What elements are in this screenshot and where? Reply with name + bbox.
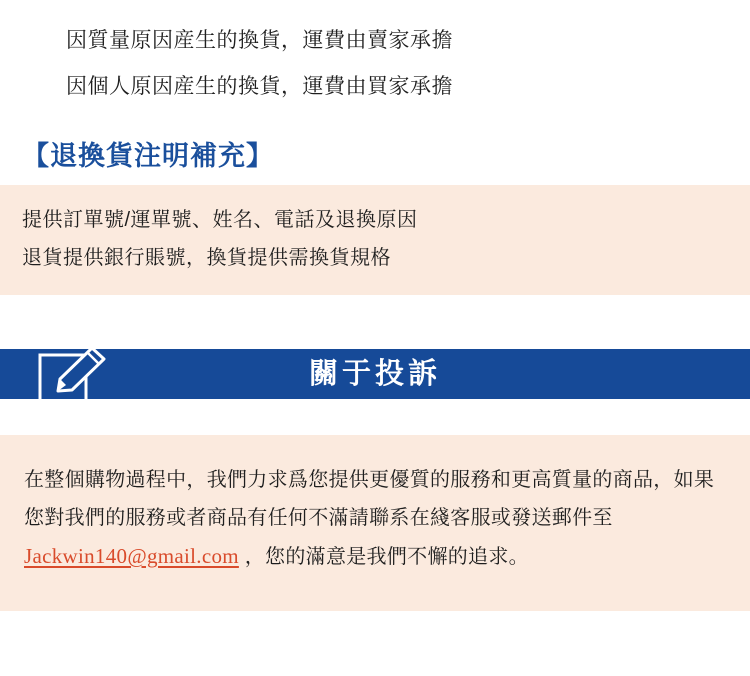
- complaint-text-after-email: ，您的滿意是我們不懈的追求。: [238, 546, 529, 568]
- banner-title: 關于投訴: [308, 358, 441, 390]
- complaint-banner: [0, 341, 750, 407]
- return-note-heading: 【退換貨注明補充】: [22, 141, 274, 171]
- complaint-text-before-email: 在整個購物過程中，我們力求爲您提供更優質的服務和更高質量的商品，如果您對我們的服務或者商品有任何不滿請聯系在綫客服或發送郵件至: [24, 469, 715, 529]
- return-note-requirement: 退貨提供銀行賬號，換貨提供需換貨規格: [22, 247, 391, 269]
- pencil-edit-icon: [36, 341, 114, 407]
- return-shipping-notes: [0, 0, 750, 110]
- return-note-panel: [0, 185, 750, 295]
- complaint-text-panel: [0, 435, 750, 611]
- return-note-line: 因質量原因産生的換貨，運費由賣家承擔: [66, 29, 453, 52]
- return-note-requirement: 提供訂單號/運單號、姓名、電話及退換原因: [22, 209, 418, 231]
- complaint-paragraph: [24, 461, 728, 576]
- return-note-line: 因個人原因産生的換貨，運費由買家承擔: [66, 75, 453, 98]
- contact-email-link[interactable]: Jackwin140@gmail.com: [24, 544, 239, 568]
